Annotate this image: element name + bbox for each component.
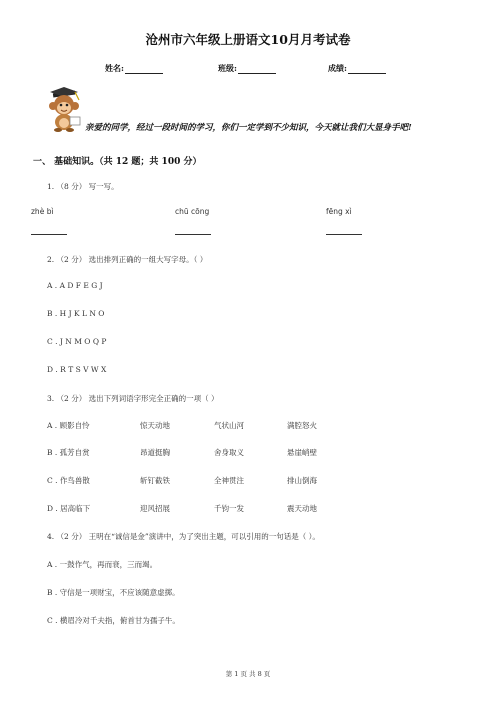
q3-option-b-word-4: 悬崖峭壁 (287, 448, 317, 457)
name-label: 姓名: (105, 63, 124, 73)
q3-option-d-word-4: 震天动地 (287, 504, 317, 513)
page-title: 沧州市六年级上册语文10月月考试卷 (145, 32, 351, 47)
page-footer: 第 1 页 共 8 页 (225, 670, 271, 678)
q3-option-d-word-3: 千钧一发 (214, 504, 244, 513)
q4-option-a[interactable]: A . 一鼓作气，再而衰，三而竭。 (47, 560, 158, 569)
question-3: 3. （2 分） 选出下列词语字形完全正确的一项（ ） (47, 394, 219, 403)
encouragement-text: 亲爱的同学，经过一段时间的学习，你们一定学到不少知识，今天就让我们大显身手吧! (85, 123, 412, 133)
q2-option-c[interactable]: C . J N M O Q P (47, 337, 107, 346)
q2-option-b[interactable]: B . H J K L N O (47, 309, 105, 318)
name-blank (125, 65, 163, 74)
q2-option-d[interactable]: D . R T S V W X (47, 365, 107, 374)
pinyin-3: fēng xì (326, 207, 352, 216)
pinyin-2: chū cōng (175, 207, 210, 216)
q3-option-b-word-2: 昂道挺胸 (140, 448, 170, 457)
q3-option-a-word-2: 惊天动地 (140, 421, 170, 430)
q3-option-c-word-2: 斩钉截铁 (140, 476, 170, 485)
class-field (218, 63, 276, 74)
q3-option-d-word-2: 迎风招展 (140, 504, 170, 513)
question-4: 4. （2 分） 王明在“诚信是金”演讲中，为了突出主题，可以引用的一句话是（ ）。 (47, 532, 320, 541)
q3-option-c[interactable]: C . 作鸟兽散 (47, 476, 90, 485)
class-label: 班级: (218, 63, 237, 73)
section-heading: 一、 基础知识。（共 12 题；共 100 分） (33, 157, 202, 167)
question-1: 1. （8 分） 写一写。 (47, 182, 119, 191)
q4-option-c[interactable]: C . 横眉冷对千夫指，俯首甘为孺子牛。 (47, 616, 180, 625)
pinyin-1: zhè bì (31, 207, 54, 216)
q4-option-b[interactable]: B . 守信是一项财宝，不应该随意虚掷。 (47, 588, 180, 597)
answer-line-3[interactable] (326, 234, 362, 235)
q3-option-b-word-3: 舍身取义 (214, 448, 244, 457)
answer-line-2[interactable] (175, 234, 211, 235)
question-2: 2. （2 分） 选出排列正确的一组大写字母。（ ） (47, 255, 208, 264)
q2-option-a[interactable]: A . A D F E G J (47, 281, 103, 290)
class-blank (238, 65, 276, 74)
monkey-mascot-icon (44, 86, 88, 132)
q3-option-a[interactable]: A . 顾影自怜 (47, 421, 90, 430)
q3-option-d[interactable]: D . 居高临下 (47, 504, 91, 513)
score-field (328, 63, 386, 74)
name-field (105, 63, 163, 74)
q3-option-c-word-3: 全神贯注 (214, 476, 244, 485)
q3-option-b[interactable]: B . 孤芳自赏 (47, 448, 90, 457)
q3-option-c-word-4: 排山倒海 (287, 476, 317, 485)
score-blank (348, 65, 386, 74)
q3-option-a-word-3: 气状山河 (214, 421, 244, 430)
answer-line-1[interactable] (31, 234, 67, 235)
q3-option-a-word-4: 满腔怒火 (287, 421, 317, 430)
score-label: 成绩: (328, 63, 347, 73)
